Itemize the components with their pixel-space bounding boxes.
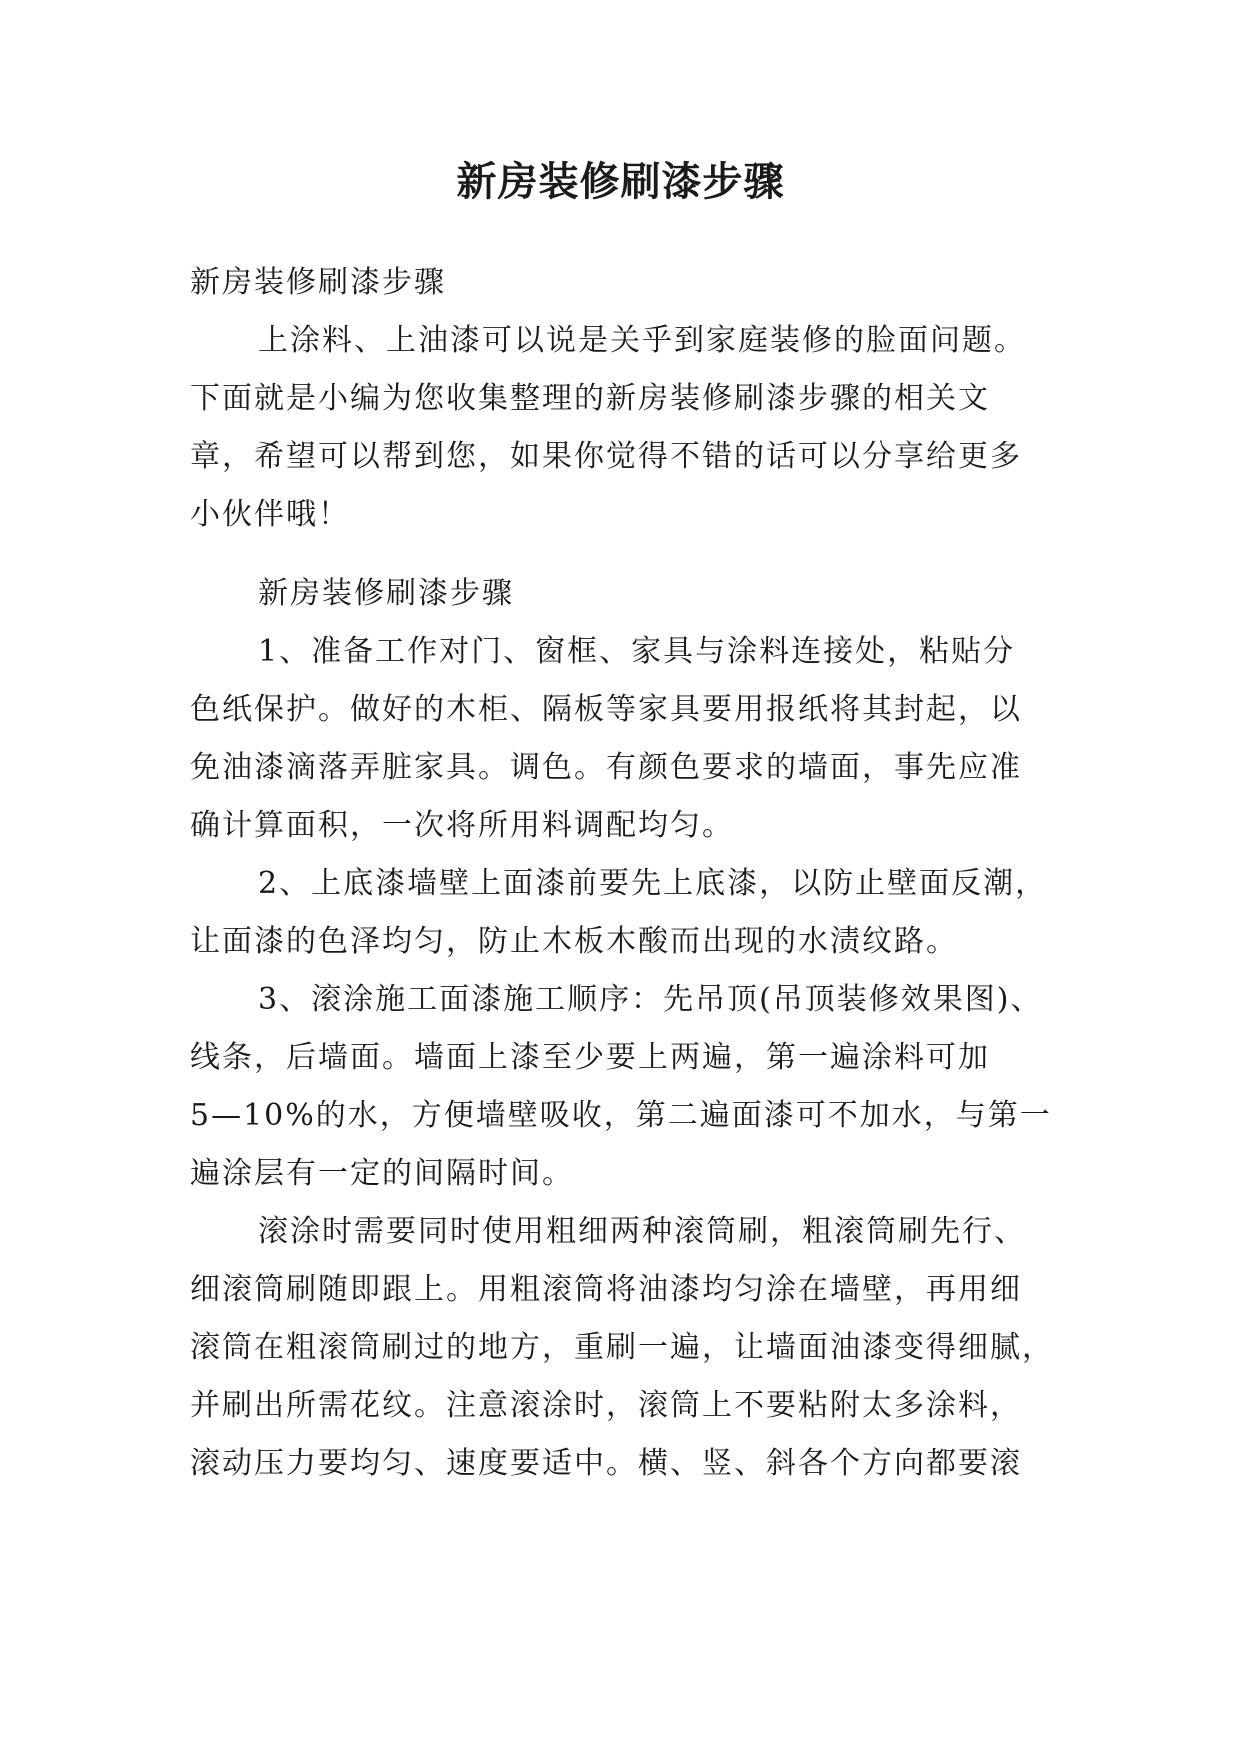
- step1-line: 免油漆滴落弄脏家具。调色。有颜色要求的墙面，事先应准: [190, 750, 1022, 785]
- rolling-paragraph-line: 滚动压力要均匀、速度要适中。横、竖、斜各个方向都要滚: [190, 1446, 1022, 1481]
- intro-paragraph-line: 小伙伴哦！: [190, 497, 350, 532]
- intro-paragraph-line: 上涂料、上油漆可以说是关乎到家庭装修的脸面问题。: [258, 323, 1026, 358]
- step1-line: 色纸保护。做好的木柜、隔板等家具要用报纸将其封起，以: [190, 692, 1022, 727]
- steps-heading: 新房装修刷漆步骤: [258, 576, 514, 611]
- step2-line: 让面漆的色泽均匀，防止木板木酸而出现的水渍纹路。: [190, 924, 958, 959]
- step3-line: 3、滚涂施工面漆施工顺序：先吊顶(吊顶装修效果图)、: [258, 982, 1043, 1017]
- rolling-paragraph-line: 细滚筒刷随即跟上。用粗滚筒将油漆均匀涂在墙壁，再用细: [190, 1272, 1022, 1307]
- intro-paragraph-line: 章，希望可以帮到您，如果你觉得不错的话可以分享给更多: [190, 439, 1022, 474]
- step3-line: 线条，后墙面。墙面上漆至少要上两遍，第一遍涂料可加: [190, 1040, 990, 1075]
- intro-section: [190, 254, 1070, 544]
- intro-heading: 新房装修刷漆步骤: [190, 265, 446, 300]
- rolling-paragraph-line: 滚涂时需要同时使用粗细两种滚筒刷，粗滚筒刷先行、: [258, 1214, 1026, 1249]
- step2-line: 2、上底漆墙壁上面漆前要先上底漆，以防止壁面反潮，: [258, 866, 1048, 901]
- step3-line: 遍涂层有一定的间隔时间。: [190, 1156, 574, 1191]
- steps-section: [190, 565, 1070, 1493]
- step1-line: 1、准备工作对门、窗框、家具与涂料连接处，粘贴分: [258, 634, 1016, 669]
- document-title: 新房装修刷漆步骤: [456, 159, 785, 205]
- step1-line: 确计算面积，一次将所用料调配均匀。: [190, 808, 734, 843]
- rolling-paragraph-line: 滚筒在粗滚筒刷过的地方，重刷一遍，让墙面油漆变得细腻，: [190, 1330, 1054, 1365]
- rolling-paragraph-line: 并刷出所需花纹。注意滚涂时，滚筒上不要粘附太多涂料，: [190, 1388, 1022, 1423]
- step3-line: 5—10%的水，方便墙壁吸收，第二遍面漆可不加水，与第一: [190, 1098, 1052, 1133]
- intro-paragraph-line: 下面就是小编为您收集整理的新房装修刷漆步骤的相关文: [190, 381, 990, 416]
